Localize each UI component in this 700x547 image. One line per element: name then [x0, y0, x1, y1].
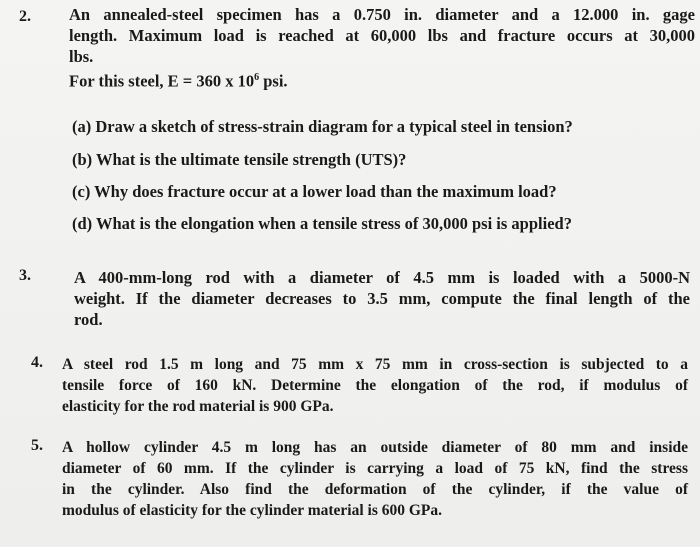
- text-line: A hollow cylinder 4.5 m long has an outside diameter of 80 mm and inside: [62, 439, 688, 456]
- problem-text: [69, 4, 695, 92]
- part-b: (b) What is the ultimate tensile strength (UTS)?: [72, 150, 407, 169]
- part-c: (c) Why does fracture occur at a lower load than the maximum load?: [72, 182, 557, 201]
- given-exponent: 6: [254, 72, 260, 83]
- text-line: lbs.: [69, 47, 94, 66]
- text-line: modulus of elasticity for the cylinder material is 600 GPa.: [62, 502, 442, 519]
- problem-number: 3.: [19, 267, 31, 284]
- problem-text: [62, 437, 688, 521]
- given-suffix: psi.: [259, 71, 288, 91]
- text-line: rod.: [74, 310, 103, 329]
- problem-text: [62, 354, 688, 417]
- text-line: A 400-mm-long rod with a diameter of 4.5 mm is loaded with a 5000-N: [74, 268, 690, 287]
- text-line: A steel rod 1.5 m long and 75 mm x 75 mm in cross-section is subjected to a: [62, 356, 688, 373]
- text-line: elasticity for the rod material is 900 GPa.: [62, 398, 334, 415]
- text-line: tensile force of 160 kN. Determine the elongation of the rod, if modulus of: [62, 377, 688, 394]
- problem-text: [74, 267, 690, 330]
- problem-number: 5.: [31, 437, 43, 454]
- text-line: in the cylinder. Also find the deformation of the cylinder, if the value of: [62, 481, 688, 498]
- text-line: length. Maximum load is reached at 60,000 lbs and fracture occurs at 30,000: [69, 26, 695, 45]
- text-line: diameter of 60 mm. If the cylinder is carrying a load of 75 kN, find the stress: [62, 460, 688, 477]
- text-line: weight. If the diameter decreases to 3.5 mm, compute the final length of the: [74, 289, 690, 308]
- text-line: An annealed-steel specimen has a 0.750 in. diameter and a 12.000 in. gage: [69, 5, 695, 24]
- problem-number: 4.: [31, 354, 43, 371]
- given-prefix: For this steel, E = 360 x 10: [69, 71, 255, 91]
- part-a: (a) Draw a sketch of stress-strain diagram for a typical steel in tension?: [72, 117, 573, 136]
- part-d: (d) What is the elongation when a tensile stress of 30,000 psi is applied?: [72, 214, 572, 233]
- problem-number: 2.: [19, 8, 31, 25]
- given-line: [69, 67, 695, 92]
